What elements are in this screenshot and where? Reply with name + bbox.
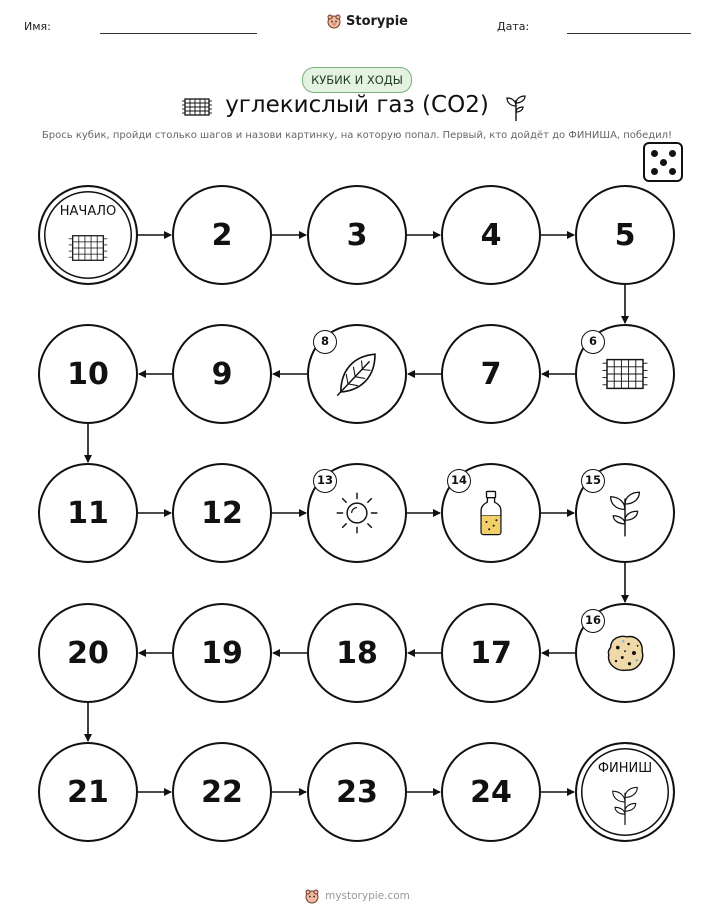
cell-number: 7 bbox=[480, 356, 502, 392]
cell-number-badge: 15 bbox=[581, 469, 605, 493]
instructions: Брось кубик, пройди столько шагов и назови картинку, на которую попал. Первый, кто дойдёт до ФИНИША, победил! bbox=[41, 130, 673, 141]
board-cell[interactable] bbox=[307, 463, 407, 563]
cell-number-badge: 6 bbox=[581, 330, 605, 354]
start-cell[interactable] bbox=[38, 185, 138, 285]
board-cell[interactable] bbox=[575, 185, 675, 285]
cell-number: 9 bbox=[211, 356, 233, 392]
cell-number: 10 bbox=[67, 356, 109, 392]
stone-icon bbox=[598, 626, 652, 680]
board-cell[interactable] bbox=[172, 463, 272, 563]
cell-number: 19 bbox=[201, 635, 243, 671]
board-cell[interactable] bbox=[172, 324, 272, 424]
board-cell[interactable] bbox=[307, 185, 407, 285]
cell-number: 11 bbox=[67, 495, 109, 531]
board-cell[interactable] bbox=[307, 324, 407, 424]
date-label: Дата: bbox=[497, 20, 530, 33]
board-cell[interactable] bbox=[307, 603, 407, 703]
cell-label: НАЧАЛО bbox=[59, 204, 117, 219]
cell-number: 24 bbox=[470, 774, 512, 810]
cell-number: 12 bbox=[201, 495, 243, 531]
board-cell[interactable] bbox=[575, 463, 675, 563]
cell-number: 3 bbox=[346, 217, 368, 253]
board-cell[interactable] bbox=[307, 742, 407, 842]
bottle-icon bbox=[464, 486, 518, 540]
cell-number-badge: 14 bbox=[447, 469, 471, 493]
cell-number-badge: 8 bbox=[313, 330, 337, 354]
cell-number: 18 bbox=[336, 635, 378, 671]
mat-icon bbox=[598, 347, 652, 401]
board-cell[interactable] bbox=[441, 603, 541, 703]
board-cell[interactable] bbox=[172, 185, 272, 285]
cell-number: 22 bbox=[201, 774, 243, 810]
board-cell[interactable] bbox=[441, 742, 541, 842]
board-cell[interactable] bbox=[38, 742, 138, 842]
game-type-badge: КУБИК И ХОДЫ bbox=[302, 67, 412, 93]
brand-name: Storypie bbox=[346, 13, 408, 29]
name-label: Имя: bbox=[24, 20, 51, 33]
board-cell[interactable] bbox=[172, 603, 272, 703]
cell-number-badge: 13 bbox=[313, 469, 337, 493]
cell-number-badge: 16 bbox=[581, 609, 605, 633]
board-cell[interactable] bbox=[575, 324, 675, 424]
sun-icon bbox=[330, 486, 384, 540]
cell-label: ФИНИШ bbox=[597, 761, 653, 776]
page-title: углекислый газ (CO2) bbox=[225, 92, 489, 118]
storypie-mascot-icon bbox=[304, 888, 320, 904]
finish-cell[interactable] bbox=[575, 742, 675, 842]
cell-number: 4 bbox=[480, 217, 502, 253]
footer bbox=[0, 888, 714, 904]
board-cell[interactable] bbox=[441, 185, 541, 285]
sprout-icon bbox=[598, 486, 652, 540]
leaf-icon bbox=[330, 347, 384, 401]
board-cell[interactable] bbox=[38, 463, 138, 563]
sprout-icon bbox=[602, 782, 648, 828]
board-cell[interactable] bbox=[441, 463, 541, 563]
footer-url[interactable]: mystorypie.com bbox=[325, 890, 410, 902]
cell-number: 17 bbox=[470, 635, 512, 671]
cell-number: 21 bbox=[67, 774, 109, 810]
cell-number: 20 bbox=[67, 635, 109, 671]
board-cell[interactable] bbox=[441, 324, 541, 424]
board-cell[interactable] bbox=[38, 603, 138, 703]
board-cell[interactable] bbox=[38, 324, 138, 424]
board-cell[interactable] bbox=[575, 603, 675, 703]
cell-number: 5 bbox=[614, 217, 636, 253]
cell-number: 2 bbox=[211, 217, 233, 253]
cell-number: 23 bbox=[336, 774, 378, 810]
board-cell[interactable] bbox=[172, 742, 272, 842]
mat-icon bbox=[65, 225, 111, 271]
